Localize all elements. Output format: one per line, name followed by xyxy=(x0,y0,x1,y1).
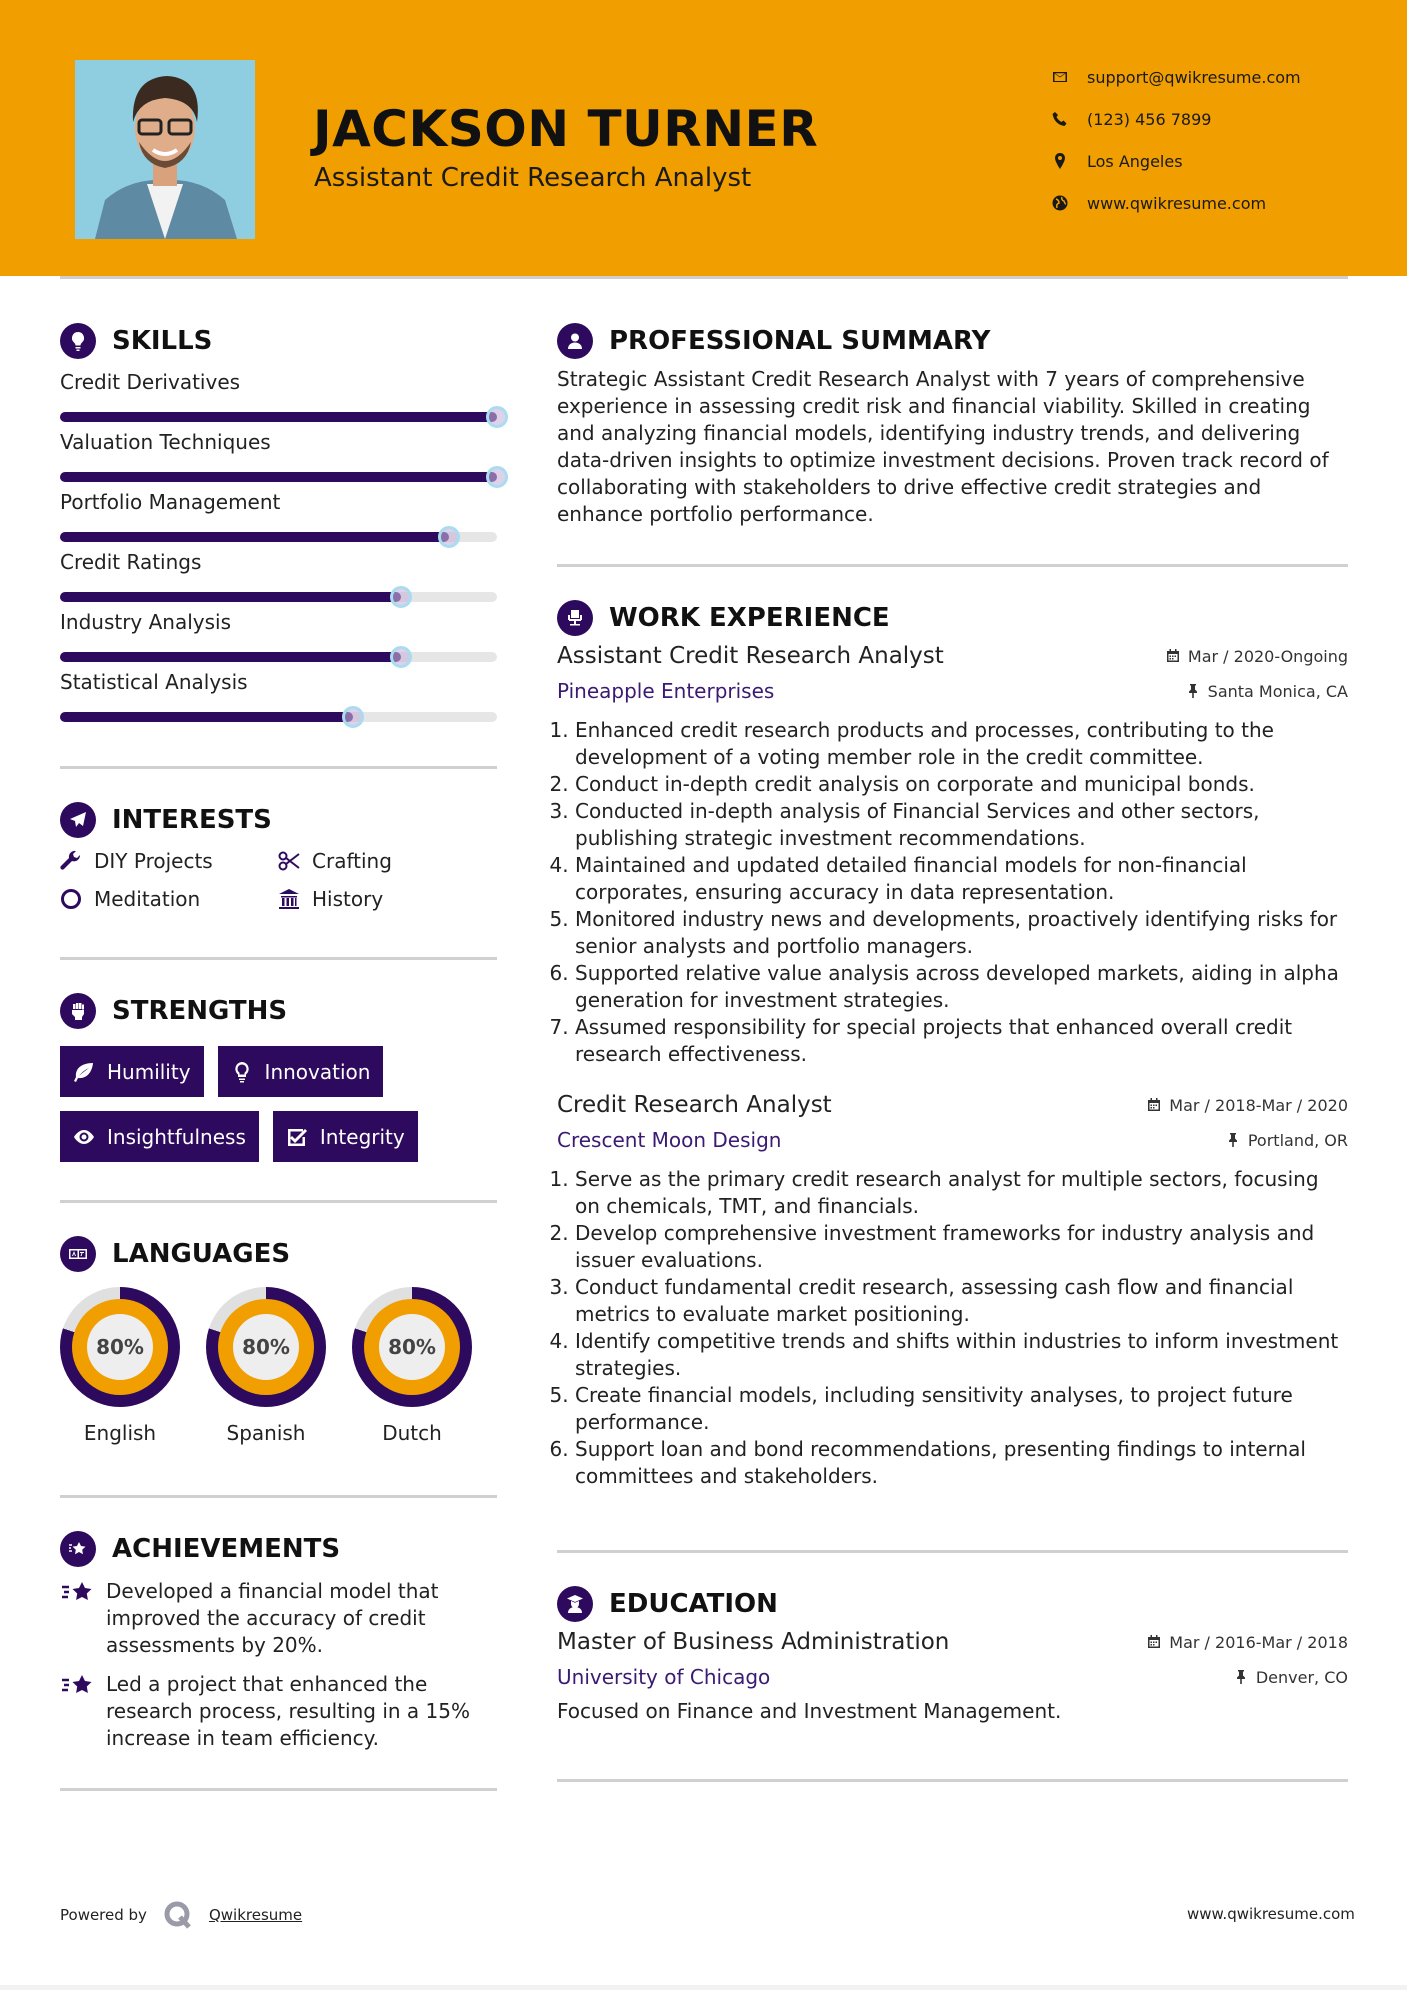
education-description: Focused on Finance and Investment Management. xyxy=(557,1699,1062,1723)
strengths-heading xyxy=(60,990,497,1032)
resume-header xyxy=(0,0,1407,276)
education-row xyxy=(557,1629,1348,1655)
contact-phone-text: (123) 456 7899 xyxy=(1087,109,1212,129)
achievement-item xyxy=(60,1671,497,1752)
section-divider xyxy=(557,564,1348,567)
skill-bar xyxy=(60,412,497,422)
job-location-text: Portland, OR xyxy=(1247,1130,1348,1150)
contact-location-text: Los Angeles xyxy=(1087,151,1183,171)
language-progress-ring xyxy=(206,1287,326,1407)
scissors-icon xyxy=(278,850,300,872)
bank-icon xyxy=(278,888,300,910)
job-location xyxy=(1186,682,1348,701)
shooting-star-icon xyxy=(60,1580,94,1606)
experience-title: WORK EXPERIENCE xyxy=(609,603,890,633)
job-duty: 3. Conducted in-depth analysis of Financial Services and other sectors, publishing strategic investment recommendations. xyxy=(575,798,1348,852)
education-row xyxy=(557,1665,1348,1689)
skill-item xyxy=(60,610,497,662)
skill-bar-fill xyxy=(60,412,497,422)
skill-bar xyxy=(60,712,497,722)
education-dates-text: Mar / 2016-Mar / 2018 xyxy=(1169,1632,1348,1652)
contact-phone[interactable] xyxy=(1050,98,1301,140)
header-divider xyxy=(60,276,1348,279)
lightbulb-icon xyxy=(60,323,96,359)
degree-title: Master of Business Administration xyxy=(557,1629,950,1655)
school-name: University of Chicago xyxy=(557,1665,771,1689)
language-item xyxy=(60,1287,180,1445)
skill-bar xyxy=(60,652,497,662)
skill-bar-knob xyxy=(390,646,412,668)
skill-item xyxy=(60,370,497,422)
skill-bar xyxy=(60,472,497,482)
left-column xyxy=(60,320,497,1791)
job-header-row xyxy=(557,643,1348,669)
pushpin-icon xyxy=(1186,684,1200,698)
section-divider xyxy=(60,957,497,960)
footer-powered-by xyxy=(60,1900,302,1930)
user-icon xyxy=(557,323,593,359)
calendar-icon xyxy=(1147,1098,1161,1112)
calendar-icon xyxy=(1147,1635,1161,1649)
eye-icon xyxy=(73,1126,95,1148)
interests-section xyxy=(60,799,497,960)
education-section xyxy=(557,1583,1348,1782)
skill-bar-knob xyxy=(342,706,364,728)
chair-icon xyxy=(557,600,593,636)
job-dates-text: Mar / 2018-Mar / 2020 xyxy=(1169,1095,1348,1115)
experience-heading xyxy=(557,597,1348,639)
language-progress-ring xyxy=(352,1287,472,1407)
shooting-star-icon xyxy=(60,1673,94,1699)
achievement-text: Developed a financial model that improved the accuracy of credit assessments by 20%. xyxy=(106,1579,439,1657)
skill-item xyxy=(60,670,497,722)
strength-tag xyxy=(60,1046,204,1097)
achievements-section xyxy=(60,1528,497,1791)
achievements-title: ACHIEVEMENTS xyxy=(112,1534,341,1564)
strength-tag xyxy=(273,1111,418,1162)
contact-website-text: www.qwikresume.com xyxy=(1087,193,1267,213)
job-location-text: Santa Monica, CA xyxy=(1207,681,1348,701)
language-icon xyxy=(60,1236,96,1272)
achievement-item xyxy=(60,1578,497,1659)
qwikresume-logo-icon xyxy=(163,1900,193,1930)
skill-bar-fill xyxy=(60,472,497,482)
skill-item xyxy=(60,430,497,482)
section-divider xyxy=(60,1495,497,1498)
map-marker-icon xyxy=(1050,153,1087,169)
qwikresume-link[interactable]: Qwikresume xyxy=(208,1906,303,1924)
education-location xyxy=(1234,1668,1348,1687)
section-divider xyxy=(557,1550,1348,1553)
wrench-icon xyxy=(60,850,82,872)
education-location-text: Denver, CO xyxy=(1255,1667,1348,1687)
job-duty: 4. Identify competitive trends and shifts within industries to inform investment strategies. xyxy=(575,1328,1348,1382)
strength-label: Innovation xyxy=(264,1059,371,1084)
summary-heading xyxy=(557,320,1348,362)
summary-title: PROFESSIONAL SUMMARY xyxy=(609,326,991,356)
job-company: Crescent Moon Design xyxy=(557,1128,782,1152)
bottom-strip xyxy=(0,1985,1407,1990)
pushpin-icon xyxy=(1226,1133,1240,1147)
contact-email[interactable] xyxy=(1050,56,1301,98)
skill-bar-fill xyxy=(60,532,449,542)
skill-bar xyxy=(60,532,497,542)
graduate-icon xyxy=(557,1586,593,1622)
skill-name: Credit Ratings xyxy=(60,550,202,574)
interest-label: History xyxy=(312,887,384,911)
job-duty: 3. Conduct fundamental credit research, assessing cash flow and financial metrics to evaluate market positioning. xyxy=(575,1274,1348,1328)
strength-label: Insightfulness xyxy=(107,1124,246,1149)
contact-email-text: support@qwikresume.com xyxy=(1087,67,1301,87)
fist-icon xyxy=(60,993,96,1029)
languages-heading xyxy=(60,1233,497,1275)
strength-label: Integrity xyxy=(319,1124,405,1149)
paper-plane-icon xyxy=(60,802,96,838)
skill-bar-fill xyxy=(60,652,401,662)
envelope-icon xyxy=(1050,69,1087,85)
lightbulb-icon xyxy=(231,1061,253,1083)
language-item xyxy=(206,1287,326,1445)
skill-name: Credit Derivatives xyxy=(60,370,241,394)
languages-section xyxy=(60,1233,497,1498)
job-duty: 2. Develop comprehensive investment frameworks for industry analysis and issuer evaluations. xyxy=(575,1220,1348,1274)
contact-location xyxy=(1050,140,1301,182)
job-duties xyxy=(557,717,1348,1068)
profile-photo xyxy=(75,60,255,239)
job-company-row xyxy=(557,1128,1348,1152)
interest-label: Meditation xyxy=(94,887,201,911)
skill-name: Valuation Techniques xyxy=(60,430,271,454)
strength-tags xyxy=(60,1046,497,1162)
skill-name: Statistical Analysis xyxy=(60,670,248,694)
skill-bar-fill xyxy=(60,592,401,602)
job-duty: 4. Maintained and updated detailed financial models for non-financial corporates, ensuring accuracy in data representation. xyxy=(575,852,1348,906)
job-duty: 6. Supported relative value analysis across developed markets, aiding in alpha generation for investment strategies. xyxy=(575,960,1348,1014)
job-title: Assistant Credit Research Analyst xyxy=(557,643,944,669)
language-name: Spanish xyxy=(226,1421,306,1445)
skill-name: Industry Analysis xyxy=(60,610,232,634)
job-dates-text: Mar / 2020-Ongoing xyxy=(1187,646,1348,666)
job-company: Pineapple Enterprises xyxy=(557,679,775,703)
language-item xyxy=(352,1287,472,1445)
section-divider xyxy=(60,1788,497,1791)
skill-item xyxy=(60,550,497,602)
interest-label: Crafting xyxy=(312,849,392,873)
contact-website[interactable] xyxy=(1050,182,1301,224)
job-duties xyxy=(557,1166,1348,1490)
language-percent: 80% xyxy=(233,1314,299,1380)
achievement-text: Led a project that enhanced the research process, resulting in a 15% increase in team efficiency. xyxy=(106,1672,470,1750)
right-column xyxy=(557,320,1348,1782)
strength-tag xyxy=(60,1111,259,1162)
language-name: English xyxy=(83,1421,157,1445)
strength-tag xyxy=(218,1046,384,1097)
summary-text: Strategic Assistant Credit Research Analyst with 7 years of comprehensive experience in assessing credit risk and financial viability. Skilled in creating and analyzing financial models, identifying industry trends, and delivering data-driven insights to optimize investment decisions. Proven track record of collaborating with stakeholders to drive effective credit strategies and enhance portfolio performance. xyxy=(557,367,1329,526)
job-duty: 5. Monitored industry news and developments, proactively identifying risks for senior analysts and portfolio managers. xyxy=(575,906,1348,960)
skill-bar xyxy=(60,592,497,602)
job-duty: 1. Serve as the primary credit research analyst for multiple sectors, focusing on chemicals, TMT, and financials. xyxy=(575,1166,1348,1220)
skills-title: SKILLS xyxy=(112,326,213,356)
skill-name: Portfolio Management xyxy=(60,490,281,514)
interest-item xyxy=(60,887,278,911)
interests-title: INTERESTS xyxy=(112,805,272,835)
language-percent: 80% xyxy=(379,1314,445,1380)
job-duty: 5. Create financial models, including sensitivity analyses, to project future performance. xyxy=(575,1382,1348,1436)
job-header-row xyxy=(557,1092,1348,1118)
job-location xyxy=(1226,1131,1348,1150)
education-dates xyxy=(1147,1633,1348,1652)
skill-item xyxy=(60,490,497,542)
summary-section xyxy=(557,320,1348,567)
section-divider xyxy=(557,1779,1348,1782)
job-company-row xyxy=(557,679,1348,703)
language-name: Dutch xyxy=(382,1421,442,1445)
job-title: Credit Research Analyst xyxy=(557,1092,832,1118)
job-dates xyxy=(1166,647,1348,666)
jobs-list xyxy=(557,643,1348,1490)
job-dates xyxy=(1147,1096,1348,1115)
job-duty: 1. Enhanced credit research products and processes, contributing to the development of a voting member role in the credit committee. xyxy=(575,717,1348,771)
interest-item xyxy=(278,887,478,911)
star-badge-icon xyxy=(60,1531,96,1567)
pushpin-icon xyxy=(1234,1670,1248,1684)
leaf-icon xyxy=(73,1061,95,1083)
languages-title: LANGUAGES xyxy=(112,1239,291,1269)
skills-list xyxy=(60,370,497,722)
skills-section xyxy=(60,320,497,769)
job-duty: 7. Assumed responsibility for special projects that enhanced overall credit research effectiveness. xyxy=(575,1014,1348,1068)
phone-icon xyxy=(1050,111,1087,127)
strength-label: Humility xyxy=(107,1059,191,1084)
interests-list xyxy=(60,849,497,911)
calendar-icon xyxy=(1166,649,1180,663)
check-square-icon xyxy=(286,1126,308,1148)
skills-heading xyxy=(60,320,497,362)
education-heading xyxy=(557,1583,1348,1625)
languages-list xyxy=(60,1287,497,1445)
achievements-heading xyxy=(60,1528,497,1570)
globe-icon xyxy=(1050,195,1087,211)
experience-section xyxy=(557,597,1348,1553)
skill-bar-knob xyxy=(486,406,508,428)
skill-bar-knob xyxy=(438,526,460,548)
job-duty: 6. Support loan and bond recommendations, presenting findings to internal committees and stakeholders. xyxy=(575,1436,1348,1490)
education-title: EDUCATION xyxy=(609,1589,778,1619)
interests-heading xyxy=(60,799,497,841)
circle-icon xyxy=(60,888,82,910)
interest-label: DIY Projects xyxy=(94,849,213,873)
job-duty: 2. Conduct in-depth credit analysis on corporate and municipal bonds. xyxy=(575,771,1348,798)
section-divider xyxy=(60,1200,497,1203)
footer-website[interactable]: www.qwikresume.com xyxy=(1187,1905,1355,1923)
language-progress-ring xyxy=(60,1287,180,1407)
interest-item xyxy=(60,849,278,873)
strengths-section xyxy=(60,990,497,1203)
skill-bar-knob xyxy=(390,586,412,608)
job-entry xyxy=(557,643,1348,1068)
section-divider xyxy=(60,766,497,769)
language-percent: 80% xyxy=(87,1314,153,1380)
skill-bar-fill xyxy=(60,712,353,722)
skill-bar-knob xyxy=(486,466,508,488)
powered-by-label: Powered by xyxy=(60,1906,147,1924)
candidate-name: JACKSON TURNER xyxy=(313,100,819,158)
interest-item xyxy=(278,849,478,873)
candidate-title: Assistant Credit Research Analyst xyxy=(314,163,752,193)
contact-list xyxy=(1050,56,1301,224)
strengths-title: STRENGTHS xyxy=(112,996,288,1026)
job-entry xyxy=(557,1092,1348,1490)
